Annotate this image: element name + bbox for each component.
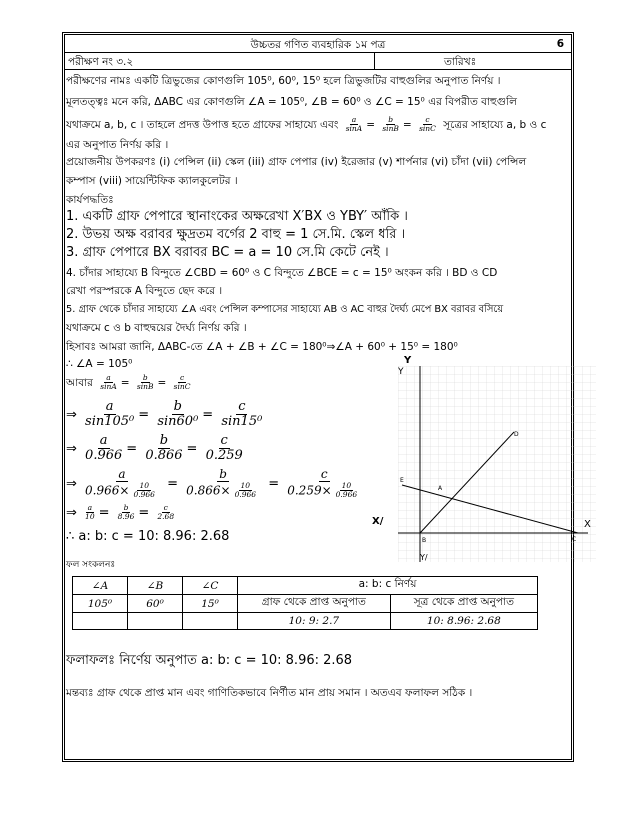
fraction-b-sinb: $\frac{b}{\sin B}$ [382,115,399,134]
label-x: X [584,519,591,530]
procedure-step-4b: রেখা পরস্পরকে A বিন্দুতে ছেদ করে । [66,285,223,297]
col-angle-a: ∠A [73,577,128,595]
title-row [64,36,572,53]
label-y: Y [398,367,404,377]
theory-line-2-pre: যথাক্রমে a, b, c । তাহলে প্রদত্ত উপাত্ত হতে গ্রাফের সাহায্যে এবং [66,118,339,131]
procedure-step-3: 3. গ্রাফ পেপারে BX বরাবর BC = a = 10 সে.মি কেটে নেই । [66,245,389,260]
ratio-step-3: ⇒ $\frac{a}{0.966}$ = $\frac{b}{0.866}$ = $\frac{c}{0.259}$ [66,433,243,464]
value-angle-a: 105⁰ [73,595,128,613]
procedure-step-1: 1. একটি গ্রাফ পেপারে স্থানাংকের অক্ষরেখা X′BX ও YBY′ আঁকি । [66,209,408,224]
theory-line-1: মূলতত্ত্বঃ মনে করি, ΔABC এর কোণগুলি ∠A = 105⁰, ∠B = 60⁰ ও ∠C = 15⁰ এর বিপরীত বাহুগুলি [66,96,517,108]
col-ratio: a: b: c নির্ণয় [238,577,538,595]
graph-y-label: Y [404,355,412,366]
result-line: ফলাফলঃ নির্ণেয় অনুপাত a: b: c = 10: 8.96: 2.68 [66,653,353,668]
procedure-step-5b: যথাক্রমে c ও b বাহুদ্বয়ের দৈর্ঘ্য নির্ণয় করি । [66,322,247,334]
value-angle-c: 15⁰ [183,595,238,613]
results-heading: ফল সংকলনঃ [66,560,116,570]
page-number: 6 [556,38,564,50]
materials-line-2: কম্পাস (viii) সায়েন্টিফিক ক্যালকুলেটর । [66,175,238,187]
label-e: E [400,477,404,484]
label-c: C [572,536,577,543]
fraction-a-sina: $\frac{a}{\sin A}$ [345,115,363,134]
ratio-step-1: আবার $\frac{a}{\sin A}$ = $\frac{b}{\sin B}$ = $\frac{c}{\sin C}$ [66,373,191,392]
col-angle-c: ∠C [183,577,238,595]
label-y-prime: Y/ [420,553,428,562]
ratio-final: ∴ a: b: c = 10: 8.96: 2.68 [66,529,230,544]
sub-graph-ratio: গ্রাফ থেকে প্রাপ্ত অনুপাত [238,595,391,613]
date-label: তারিখঃ [444,56,477,68]
page-title: উচ্চতর গণিত ব্যবহারিক ১ম পত্র [250,39,386,51]
experiment-number: পরীক্ষণ নং ৩.২ [68,56,134,68]
row-divider [374,53,375,70]
ratio-step-2: ⇒ $\frac{a}{\text{sin105⁰}}$ = $\frac{b}{\text{sin60⁰}}$ = $\frac{c}{\text{sin15⁰}}$ [66,399,263,430]
procedure-step-5a: 5. গ্রাফ থেকে চাঁদার সাহায্যে ∠A এবং পেন্সিল কম্পাসের সাহায্যে AB ও AC বাহুর দৈর্ঘ্য মেপে BX বরাবর বসিয়ে [66,304,504,315]
procedure-heading: কার্যপদ্ধতিঃ [66,194,114,206]
theory-line-2: যথাক্রমে a, b, c । তাহলে প্রদত্ত উপাত্ত হতে গ্রাফের সাহায্যে এবং $\frac{a}{\sin A}$ = $\frac{b}{\sin B}$ = $\frac{c}{\sin C}$ সূত্রের সাহায্যে a, b ও c [66,115,547,134]
experiment-row [64,53,572,70]
ratio-from-formula: 10: 8.96: 2.68 [390,613,537,630]
procedure-step-4a: 4. চাঁদার সাহায্যে B বিন্দুতে ∠CBD = 60⁰ ও C বিন্দুতে ∠BCE = c = 15⁰ অংকন করি । BD ও CD [66,267,498,279]
results-table [72,576,538,630]
theory-line-3: এর অনুপাত নির্ণয় করি । [66,139,169,151]
value-angle-b: 60⁰ [128,595,183,613]
sub-formula-ratio: সূত্র থেকে প্রাপ্ত অনুপাত [390,595,537,613]
calculation-line-1: হিসাবঃ আমরা জানি, ΔABC-তে ∠A + ∠B + ∠C = 180⁰⇒∠A + 60⁰ + 15⁰ = 180⁰ [66,341,458,353]
experiment-name: পরীক্ষণের নামঃ একটি ত্রিভুজের কোণগুলি 105⁰, 60⁰, 15⁰ হলে ত্রিভুজটির বাহুগুলির অনুপাত নির্ণয় । [66,75,501,87]
remark: মন্তব্যঃ গ্রাফ থেকে প্রাপ্ত মান এবং গাণিতিকভাবে নির্ণীত মান প্রায় সমান । অতএব ফলাফল সঠিক । [66,687,473,699]
ratio-step-4: ⇒ a 0.966× $\frac{10}{0.966}$ = b 0.866× $\frac{10}{0.966}$ = c 0.259× $\frac{10}{0.966}$ [66,467,358,500]
label-d: D [514,431,519,438]
label-a: A [438,485,443,492]
calculation-line-2: ∴ ∠A = 105⁰ [66,358,133,370]
construction-graph [398,366,596,562]
procedure-step-2: 2. উভয় অক্ষ বরাবর ক্ষুদ্রতম বর্গের 2 বাহু = 1 সে.মি. স্কেল ধরি । [66,227,406,242]
materials-line-1: প্রয়োজনীয় উপকরণঃ (i) পেন্সিল (ii) স্কেল (iii) গ্রাফ পেপার (iv) ইরেজার (v) শার্পনার (vi) চাঁদা (vii) পেন্সিল [66,156,527,168]
again-label: আবার [66,376,93,389]
fraction-c-sinc: $\frac{c}{\sin C}$ [419,115,436,134]
theory-line-2-post: সূত্রের সাহায্যে a, b ও c [443,118,547,131]
ratio-step-5: ⇒ $\frac{a}{10}$ = $\frac{b}{8.96}$ = $\frac{c}{2.68}$ [66,503,175,522]
ratio-from-graph: 10: 9: 2.7 [238,613,391,630]
col-angle-b: ∠B [128,577,183,595]
label-b: B [422,537,427,544]
graph-x-prime-label: X/ [372,516,384,527]
